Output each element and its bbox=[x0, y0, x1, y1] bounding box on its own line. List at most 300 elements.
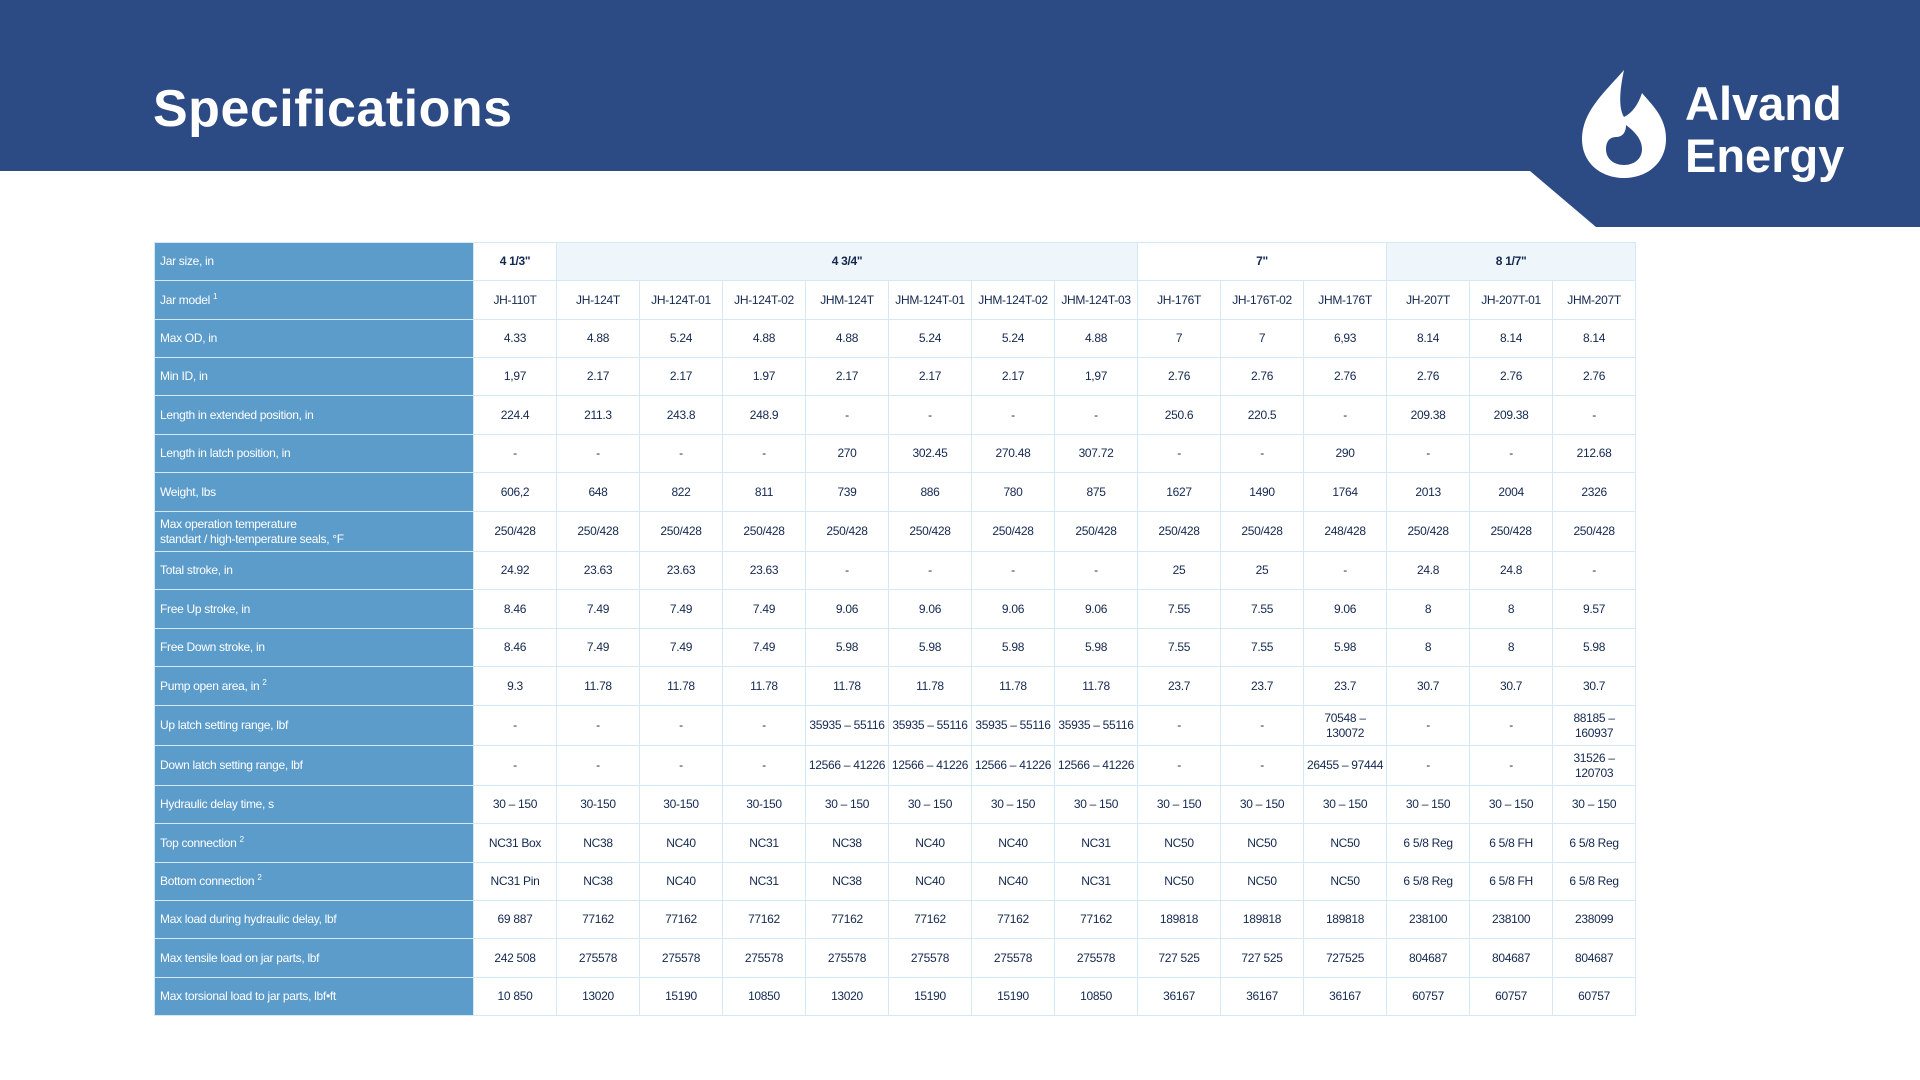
spec-value-cell: JHM-207T bbox=[1553, 281, 1636, 320]
spec-value-cell: 10 850 bbox=[474, 978, 557, 1016]
spec-value-cell: 1764 bbox=[1304, 473, 1387, 512]
spec-value-cell: 8.46 bbox=[474, 629, 557, 667]
spec-value-cell: 30-150 bbox=[723, 786, 806, 824]
row-label-text: Max tensile load on jar parts, lbf bbox=[160, 950, 320, 965]
spec-value-cell: 9.57 bbox=[1553, 590, 1636, 629]
row-label: Jar size, in bbox=[155, 243, 474, 281]
spec-value-cell: 2.17 bbox=[889, 358, 972, 396]
table-body bbox=[155, 243, 1636, 1016]
row-label-text: Free Down stroke, in bbox=[160, 640, 265, 654]
spec-value-cell: 8 bbox=[1470, 629, 1553, 667]
spec-value-cell: 250/428 bbox=[889, 512, 972, 552]
spec-value-cell: 30 – 150 bbox=[1304, 786, 1387, 824]
spec-value-cell: 25 bbox=[1221, 552, 1304, 590]
spec-value-cell: NC40 bbox=[889, 824, 972, 863]
row-label bbox=[155, 281, 474, 320]
spec-value-cell: 9.06 bbox=[1055, 590, 1138, 629]
spec-value-cell: 606,2 bbox=[474, 473, 557, 512]
spec-value-cell: JH-176T bbox=[1138, 281, 1221, 320]
spec-value-cell: 35935 – 55116 bbox=[972, 706, 1055, 746]
spec-value-cell: - bbox=[1470, 706, 1553, 746]
spec-value-cell: 2.76 bbox=[1470, 358, 1553, 396]
spec-value-cell: 60757 bbox=[1470, 978, 1553, 1016]
spec-value-cell: - bbox=[1221, 435, 1304, 473]
spec-value-cell: 15190 bbox=[640, 978, 723, 1016]
spec-row bbox=[155, 512, 1636, 552]
spec-value-cell: 30-150 bbox=[640, 786, 723, 824]
spec-value-cell: 2.76 bbox=[1138, 358, 1221, 396]
spec-row bbox=[155, 281, 1636, 320]
row-label-text: Bottom connection bbox=[160, 874, 255, 888]
spec-value-cell: 4.88 bbox=[1055, 320, 1138, 358]
size-group-cell: 8 1/7" bbox=[1387, 243, 1636, 281]
spec-value-cell: 35935 – 55116 bbox=[806, 706, 889, 746]
spec-value-cell: 10850 bbox=[723, 978, 806, 1016]
spec-value-cell: JH-176T-02 bbox=[1221, 281, 1304, 320]
spec-value-cell: NC40 bbox=[889, 863, 972, 901]
spec-value-cell: 270 bbox=[806, 435, 889, 473]
spec-row bbox=[155, 824, 1636, 863]
spec-value-cell: 5.98 bbox=[972, 629, 1055, 667]
spec-value-cell: 7.49 bbox=[723, 590, 806, 629]
spec-value-cell: 811 bbox=[723, 473, 806, 512]
spec-value-cell: 30 – 150 bbox=[1138, 786, 1221, 824]
row-label-text: Max OD, in bbox=[160, 331, 218, 345]
spec-value-cell: JH-124T-02 bbox=[723, 281, 806, 320]
spec-value-cell: 8 bbox=[1470, 590, 1553, 629]
footnote-marker: 2 bbox=[262, 677, 267, 687]
spec-value-cell: - bbox=[1055, 396, 1138, 435]
spec-row bbox=[155, 358, 1636, 396]
spec-value-cell: 4.88 bbox=[557, 320, 640, 358]
row-label-text: Length in extended position, in bbox=[160, 407, 314, 422]
spec-value-cell: 242 508 bbox=[474, 939, 557, 978]
spec-value-cell: 13020 bbox=[806, 978, 889, 1016]
spec-value-cell: 35935 – 55116 bbox=[889, 706, 972, 746]
spec-value-cell: 189818 bbox=[1138, 901, 1221, 939]
spec-value-cell: 6,93 bbox=[1304, 320, 1387, 358]
spec-value-cell: 1.97 bbox=[723, 358, 806, 396]
spec-value-cell: NC50 bbox=[1221, 863, 1304, 901]
spec-row bbox=[155, 706, 1636, 746]
spec-value-cell: 24.92 bbox=[474, 552, 557, 590]
spec-value-cell: 12566 – 41226 bbox=[972, 746, 1055, 786]
spec-value-cell: - bbox=[806, 552, 889, 590]
spec-value-cell: 250/428 bbox=[1221, 512, 1304, 552]
spec-value-cell: 30.7 bbox=[1387, 667, 1470, 706]
spec-value-cell: - bbox=[889, 552, 972, 590]
spec-value-cell: NC38 bbox=[806, 863, 889, 901]
row-label-text: Min ID, in bbox=[160, 369, 208, 383]
row-label-text: Max load during hydraulic delay, lbf bbox=[160, 912, 337, 926]
spec-value-cell: - bbox=[1553, 552, 1636, 590]
spec-value-cell: 36167 bbox=[1304, 978, 1387, 1016]
spec-value-cell: 2.76 bbox=[1304, 358, 1387, 396]
spec-value-cell: 24.8 bbox=[1470, 552, 1553, 590]
spec-row bbox=[155, 746, 1636, 786]
row-label bbox=[155, 667, 474, 706]
spec-value-cell: 6 5/8 Reg bbox=[1387, 824, 1470, 863]
row-label bbox=[155, 473, 474, 512]
spec-value-cell: NC50 bbox=[1304, 863, 1387, 901]
spec-value-cell: 23.63 bbox=[557, 552, 640, 590]
spec-value-cell: 250/428 bbox=[972, 512, 1055, 552]
spec-value-cell: 6 5/8 Reg bbox=[1553, 863, 1636, 901]
spec-value-cell: 11.78 bbox=[889, 667, 972, 706]
row-label bbox=[155, 590, 474, 629]
page-title: Specifications bbox=[153, 80, 513, 138]
spec-value-cell: JH-110T bbox=[474, 281, 557, 320]
spec-value-cell: 209.38 bbox=[1387, 396, 1470, 435]
size-group-cell: 7" bbox=[1138, 243, 1387, 281]
spec-value-cell: 1627 bbox=[1138, 473, 1221, 512]
spec-value-cell: - bbox=[474, 706, 557, 746]
spec-value-cell: - bbox=[972, 396, 1055, 435]
footnote-marker: 1 bbox=[213, 291, 218, 301]
spec-value-cell: 780 bbox=[972, 473, 1055, 512]
row-label-text: Max operation temperature bbox=[160, 516, 297, 531]
spec-value-cell: 9.06 bbox=[1304, 590, 1387, 629]
spec-value-cell: JH-207T-01 bbox=[1470, 281, 1553, 320]
spec-value-cell: 250/428 bbox=[1387, 512, 1470, 552]
spec-value-cell: - bbox=[1055, 552, 1138, 590]
spec-value-cell: 7.49 bbox=[723, 629, 806, 667]
spec-value-cell: 4.88 bbox=[806, 320, 889, 358]
spec-value-cell: 77162 bbox=[972, 901, 1055, 939]
spec-value-cell: 1,97 bbox=[474, 358, 557, 396]
spec-value-cell: - bbox=[1138, 706, 1221, 746]
spec-row bbox=[155, 786, 1636, 824]
spec-value-cell: NC38 bbox=[806, 824, 889, 863]
spec-value-cell: NC40 bbox=[972, 824, 1055, 863]
spec-value-cell: - bbox=[557, 435, 640, 473]
spec-value-cell: 875 bbox=[1055, 473, 1138, 512]
spec-value-cell: 9.06 bbox=[806, 590, 889, 629]
logo-wordmark bbox=[1685, 78, 1844, 182]
spec-value-cell: 250/428 bbox=[640, 512, 723, 552]
spec-value-cell: 30 – 150 bbox=[1553, 786, 1636, 824]
spec-value-cell: NC31 Box bbox=[474, 824, 557, 863]
spec-value-cell: 25 bbox=[1138, 552, 1221, 590]
spec-value-cell: JHM-124T-02 bbox=[972, 281, 1055, 320]
spec-value-cell: 1,97 bbox=[1055, 358, 1138, 396]
spec-value-cell: - bbox=[1138, 435, 1221, 473]
row-label-text-line2: standart / high-temperature seals, °F bbox=[160, 531, 344, 546]
spec-value-cell: 5.98 bbox=[889, 629, 972, 667]
spec-value-cell: 5.98 bbox=[806, 629, 889, 667]
spec-value-cell: 2326 bbox=[1553, 473, 1636, 512]
spec-value-cell: - bbox=[557, 746, 640, 786]
spec-value-cell: - bbox=[1304, 552, 1387, 590]
spec-value-cell: 2.76 bbox=[1221, 358, 1304, 396]
spec-value-cell: 30.7 bbox=[1470, 667, 1553, 706]
row-label-text: Length in latch position, in bbox=[160, 446, 291, 460]
spec-value-cell: 88185 – 160937 bbox=[1553, 706, 1636, 746]
spec-value-cell: - bbox=[1470, 746, 1553, 786]
row-label-text: Top connection bbox=[160, 835, 237, 850]
row-label bbox=[155, 552, 474, 590]
spec-value-cell: NC31 bbox=[723, 863, 806, 901]
spec-value-cell: - bbox=[1553, 396, 1636, 435]
spec-value-cell: 23.7 bbox=[1138, 667, 1221, 706]
row-label-text: Total stroke, in bbox=[160, 563, 233, 577]
spec-value-cell: 77162 bbox=[640, 901, 723, 939]
row-label-text: Max torsional load to jar parts, lbf•ft bbox=[160, 989, 336, 1003]
spec-value-cell: 250/428 bbox=[723, 512, 806, 552]
jar-size-row bbox=[155, 243, 1636, 281]
spec-value-cell: 36167 bbox=[1221, 978, 1304, 1016]
spec-value-cell: 238100 bbox=[1387, 901, 1470, 939]
row-label bbox=[155, 629, 474, 667]
spec-value-cell: 8.14 bbox=[1470, 320, 1553, 358]
row-label-text: Jar model bbox=[160, 292, 210, 307]
spec-value-cell: 2.17 bbox=[806, 358, 889, 396]
spec-value-cell: NC50 bbox=[1138, 863, 1221, 901]
spec-value-cell: NC40 bbox=[640, 824, 723, 863]
spec-value-cell: 9.06 bbox=[889, 590, 972, 629]
spec-value-cell: 8.14 bbox=[1553, 320, 1636, 358]
spec-value-cell: 11.78 bbox=[806, 667, 889, 706]
spec-value-cell: 7.49 bbox=[640, 590, 723, 629]
row-label bbox=[155, 396, 474, 435]
spec-value-cell: 12566 – 41226 bbox=[889, 746, 972, 786]
spec-value-cell: 250.6 bbox=[1138, 396, 1221, 435]
spec-value-cell: 822 bbox=[640, 473, 723, 512]
spec-value-cell: 2.17 bbox=[557, 358, 640, 396]
spec-value-cell: 30 – 150 bbox=[1470, 786, 1553, 824]
spec-value-cell: NC50 bbox=[1138, 824, 1221, 863]
spec-value-cell: 5.98 bbox=[1553, 629, 1636, 667]
spec-value-cell: 60757 bbox=[1387, 978, 1470, 1016]
spec-row bbox=[155, 320, 1636, 358]
spec-value-cell: 250/428 bbox=[1138, 512, 1221, 552]
spec-value-cell: 7.55 bbox=[1221, 629, 1304, 667]
spec-value-cell: 8.46 bbox=[474, 590, 557, 629]
spec-value-cell: 275578 bbox=[557, 939, 640, 978]
spec-value-cell: 224.4 bbox=[474, 396, 557, 435]
spec-value-cell: 275578 bbox=[806, 939, 889, 978]
spec-value-cell: 8 bbox=[1387, 629, 1470, 667]
size-group-cell: 4 3/4" bbox=[557, 243, 1138, 281]
spec-value-cell: 31526 – 120703 bbox=[1553, 746, 1636, 786]
spec-value-cell: 69 887 bbox=[474, 901, 557, 939]
spec-value-cell: 30 – 150 bbox=[1221, 786, 1304, 824]
size-group-cell: 4 1/3" bbox=[474, 243, 557, 281]
spec-row bbox=[155, 590, 1636, 629]
spec-value-cell: 886 bbox=[889, 473, 972, 512]
row-label bbox=[155, 358, 474, 396]
spec-value-cell: 5.98 bbox=[1304, 629, 1387, 667]
spec-value-cell: 7.49 bbox=[557, 590, 640, 629]
spec-row bbox=[155, 552, 1636, 590]
spec-value-cell: 9.06 bbox=[972, 590, 1055, 629]
row-label bbox=[155, 824, 474, 863]
spec-value-cell: 189818 bbox=[1304, 901, 1387, 939]
spec-value-cell: 30 – 150 bbox=[889, 786, 972, 824]
flame-logo-icon bbox=[1576, 67, 1672, 181]
spec-value-cell: 6 5/8 Reg bbox=[1553, 824, 1636, 863]
spec-value-cell: 2.17 bbox=[972, 358, 1055, 396]
spec-row bbox=[155, 901, 1636, 939]
spec-value-cell: 7.55 bbox=[1138, 629, 1221, 667]
spec-value-cell: 5.24 bbox=[889, 320, 972, 358]
spec-value-cell: 4.88 bbox=[723, 320, 806, 358]
spec-value-cell: JH-124T bbox=[557, 281, 640, 320]
spec-value-cell: 77162 bbox=[723, 901, 806, 939]
spec-value-cell: 7.55 bbox=[1221, 590, 1304, 629]
specifications-table bbox=[154, 242, 1636, 1016]
spec-value-cell: 727525 bbox=[1304, 939, 1387, 978]
spec-value-cell: - bbox=[723, 435, 806, 473]
row-label bbox=[155, 863, 474, 901]
logo-line-1: Alvand bbox=[1685, 77, 1842, 130]
spec-row bbox=[155, 939, 1636, 978]
spec-value-cell: 250/428 bbox=[474, 512, 557, 552]
spec-value-cell: JH-207T bbox=[1387, 281, 1470, 320]
spec-value-cell: 739 bbox=[806, 473, 889, 512]
spec-value-cell: - bbox=[640, 746, 723, 786]
spec-value-cell: 5.24 bbox=[972, 320, 1055, 358]
spec-value-cell: 36167 bbox=[1138, 978, 1221, 1016]
spec-value-cell: 212.68 bbox=[1553, 435, 1636, 473]
spec-row bbox=[155, 473, 1636, 512]
spec-value-cell: NC38 bbox=[557, 863, 640, 901]
spec-value-cell: 250/428 bbox=[1470, 512, 1553, 552]
spec-value-cell: 7.49 bbox=[557, 629, 640, 667]
row-label bbox=[155, 435, 474, 473]
spec-value-cell: 275578 bbox=[1055, 939, 1138, 978]
row-label-text: Weight, lbs bbox=[160, 484, 216, 499]
row-label bbox=[155, 901, 474, 939]
spec-value-cell: - bbox=[806, 396, 889, 435]
spec-value-cell: 23.63 bbox=[723, 552, 806, 590]
spec-value-cell: 15190 bbox=[889, 978, 972, 1016]
spec-value-cell: 30 – 150 bbox=[1387, 786, 1470, 824]
spec-value-cell: 13020 bbox=[557, 978, 640, 1016]
spec-value-cell: 275578 bbox=[972, 939, 1055, 978]
spec-value-cell: - bbox=[640, 435, 723, 473]
row-label bbox=[155, 939, 474, 978]
spec-value-cell: - bbox=[1221, 746, 1304, 786]
spec-value-cell: 270.48 bbox=[972, 435, 1055, 473]
spec-value-cell: 727 525 bbox=[1138, 939, 1221, 978]
spec-value-cell: 8 bbox=[1387, 590, 1470, 629]
spec-value-cell: 24.8 bbox=[1387, 552, 1470, 590]
spec-value-cell: 23.63 bbox=[640, 552, 723, 590]
row-label-text: Down latch setting range, lbf bbox=[160, 758, 303, 772]
spec-value-cell: 275578 bbox=[723, 939, 806, 978]
spec-row bbox=[155, 435, 1636, 473]
row-label-text: Pump open area, in bbox=[160, 678, 260, 693]
spec-value-cell: - bbox=[640, 706, 723, 746]
spec-value-cell: 189818 bbox=[1221, 901, 1304, 939]
row-label-text: Free Up stroke, in bbox=[160, 601, 250, 616]
spec-value-cell: 6 5/8 FH bbox=[1470, 863, 1553, 901]
spec-value-cell: 12566 – 41226 bbox=[1055, 746, 1138, 786]
spec-value-cell: 804687 bbox=[1553, 939, 1636, 978]
spec-value-cell: 7 bbox=[1221, 320, 1304, 358]
row-label bbox=[155, 746, 474, 786]
spec-value-cell: NC40 bbox=[640, 863, 723, 901]
spec-value-cell: 77162 bbox=[889, 901, 972, 939]
spec-value-cell: 8.14 bbox=[1387, 320, 1470, 358]
spec-value-cell: 250/428 bbox=[806, 512, 889, 552]
spec-value-cell: 15190 bbox=[972, 978, 1055, 1016]
spec-value-cell: - bbox=[1470, 435, 1553, 473]
spec-value-cell: JHM-124T-01 bbox=[889, 281, 972, 320]
spec-value-cell: 7 bbox=[1138, 320, 1221, 358]
spec-value-cell: - bbox=[1387, 746, 1470, 786]
spec-value-cell: 7.55 bbox=[1138, 590, 1221, 629]
spec-row bbox=[155, 863, 1636, 901]
spec-row bbox=[155, 978, 1636, 1016]
spec-value-cell: 30 – 150 bbox=[806, 786, 889, 824]
spec-value-cell: NC38 bbox=[557, 824, 640, 863]
spec-value-cell: 250/428 bbox=[1055, 512, 1138, 552]
spec-value-cell: 2.76 bbox=[1387, 358, 1470, 396]
spec-value-cell: 4.33 bbox=[474, 320, 557, 358]
spec-value-cell: 2013 bbox=[1387, 473, 1470, 512]
row-label bbox=[155, 320, 474, 358]
spec-value-cell: 804687 bbox=[1470, 939, 1553, 978]
spec-value-cell: - bbox=[723, 746, 806, 786]
spec-value-cell: 275578 bbox=[889, 939, 972, 978]
spec-value-cell: 23.7 bbox=[1221, 667, 1304, 706]
row-label bbox=[155, 512, 474, 552]
row-label bbox=[155, 706, 474, 746]
spec-value-cell: 12566 – 41226 bbox=[806, 746, 889, 786]
spec-value-cell: 77162 bbox=[557, 901, 640, 939]
footnote-marker: 2 bbox=[239, 834, 244, 844]
spec-value-cell: 6 5/8 FH bbox=[1470, 824, 1553, 863]
spec-value-cell: 209.38 bbox=[1470, 396, 1553, 435]
row-label bbox=[155, 978, 474, 1016]
spec-value-cell: 11.78 bbox=[972, 667, 1055, 706]
spec-value-cell: - bbox=[972, 552, 1055, 590]
spec-value-cell: 250/428 bbox=[1553, 512, 1636, 552]
spec-value-cell: JHM-124T bbox=[806, 281, 889, 320]
spec-value-cell: - bbox=[723, 706, 806, 746]
spec-value-cell: - bbox=[1221, 706, 1304, 746]
row-label-text: Up latch setting range, lbf bbox=[160, 718, 288, 732]
spec-value-cell: NC50 bbox=[1221, 824, 1304, 863]
spec-value-cell: 77162 bbox=[806, 901, 889, 939]
spec-value-cell: 30 – 150 bbox=[972, 786, 1055, 824]
spec-value-cell: NC31 bbox=[723, 824, 806, 863]
spec-value-cell: 30-150 bbox=[557, 786, 640, 824]
spec-value-cell: 290 bbox=[1304, 435, 1387, 473]
spec-value-cell: 248/428 bbox=[1304, 512, 1387, 552]
spec-value-cell: - bbox=[1138, 746, 1221, 786]
spec-value-cell: 238099 bbox=[1553, 901, 1636, 939]
spec-value-cell: 727 525 bbox=[1221, 939, 1304, 978]
spec-value-cell: 35935 – 55116 bbox=[1055, 706, 1138, 746]
spec-value-cell: 70548 – 130072 bbox=[1304, 706, 1387, 746]
spec-value-cell: 2.17 bbox=[640, 358, 723, 396]
spec-value-cell: 804687 bbox=[1387, 939, 1470, 978]
row-label-text: Hydraulic delay time, s bbox=[160, 797, 274, 811]
spec-row bbox=[155, 629, 1636, 667]
spec-value-cell: 211.3 bbox=[557, 396, 640, 435]
spec-value-cell: 30.7 bbox=[1553, 667, 1636, 706]
spec-value-cell: 5.98 bbox=[1055, 629, 1138, 667]
spec-value-cell: 220.5 bbox=[1221, 396, 1304, 435]
spec-value-cell: NC31 bbox=[1055, 863, 1138, 901]
spec-value-cell: 238100 bbox=[1470, 901, 1553, 939]
spec-value-cell: 30 – 150 bbox=[1055, 786, 1138, 824]
spec-value-cell: 5.24 bbox=[640, 320, 723, 358]
spec-value-cell: 302.45 bbox=[889, 435, 972, 473]
